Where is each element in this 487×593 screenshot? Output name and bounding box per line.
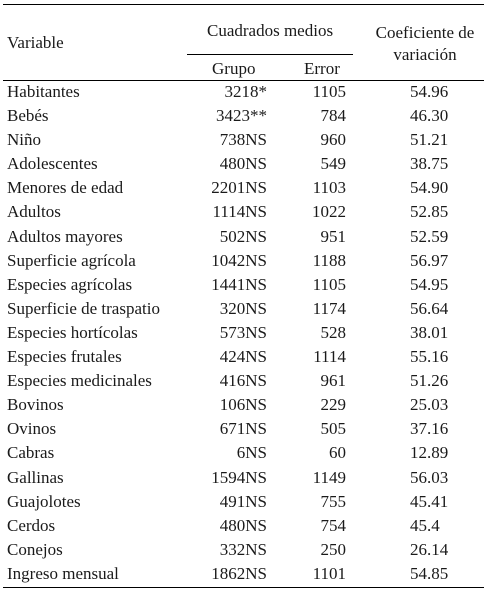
table-row — [0, 225, 487, 249]
cell-coeficiente: 51.21 — [410, 130, 449, 150]
cell-grupo: 671NS — [219, 419, 267, 439]
cell-error: 549 — [320, 154, 346, 174]
cell-grupo: 738NS — [219, 130, 267, 150]
cell-grupo: 320NS — [219, 298, 267, 318]
header-grupo: Grupo — [212, 59, 256, 78]
cell-variable: Especies agrícolas — [7, 274, 133, 294]
cell-coeficiente: 54.96 — [410, 82, 449, 101]
cell-grupo: 2201NS — [211, 178, 267, 198]
cell-coeficiente: 56.03 — [410, 467, 449, 487]
table-row — [0, 104, 487, 128]
table-row — [0, 466, 487, 490]
table-row — [0, 490, 487, 514]
cell-variable: Adultos mayores — [7, 226, 123, 246]
cell-grupo: 1594NS — [211, 467, 267, 487]
cell-variable: Cabras — [7, 443, 55, 463]
cell-coeficiente: 54.85 — [410, 563, 449, 583]
header-error: Error — [304, 59, 340, 78]
cell-variable: Especies frutales — [7, 347, 122, 367]
cell-coeficiente: 45.4 — [410, 515, 440, 535]
table-row — [0, 273, 487, 297]
cell-error: 1103 — [312, 178, 346, 198]
cell-grupo: 1114NS — [212, 202, 267, 222]
cell-error: 1105 — [312, 82, 346, 101]
cell-variable: Adultos — [7, 202, 61, 222]
cell-variable: Menores de edad — [7, 178, 124, 198]
cell-variable: Superficie agrícola — [7, 250, 136, 270]
cell-error: 528 — [320, 322, 346, 342]
cell-grupo: 1441NS — [211, 274, 267, 294]
cell-error: 1105 — [312, 274, 346, 294]
cell-coeficiente: 55.16 — [410, 347, 449, 367]
cell-variable: Bebés — [7, 106, 49, 126]
table-row — [0, 538, 487, 562]
table-body — [0, 80, 487, 586]
table-row — [0, 562, 487, 586]
cell-variable: Gallinas — [7, 467, 64, 487]
cell-grupo: 106NS — [219, 395, 267, 415]
header-span-rule — [187, 54, 353, 55]
header-variable: Variable — [7, 33, 64, 52]
cell-coeficiente: 26.14 — [410, 539, 449, 559]
cell-coeficiente: 56.97 — [410, 250, 449, 270]
cell-coeficiente: 38.01 — [410, 322, 449, 342]
table-row — [0, 514, 487, 538]
header-coeficiente-variacion: Coeficiente de variación — [375, 23, 475, 64]
cell-coeficiente: 56.64 — [410, 298, 449, 318]
cell-error: 1174 — [312, 298, 346, 318]
cell-variable: Adolescentes — [7, 154, 98, 174]
cell-grupo: 424NS — [219, 347, 267, 367]
table-row — [0, 297, 487, 321]
cell-error: 1149 — [312, 467, 346, 487]
cell-grupo: 480NS — [219, 515, 267, 535]
cell-variable: Ingreso mensual — [7, 563, 119, 583]
cell-error: 1188 — [312, 250, 346, 270]
cell-grupo: 480NS — [219, 154, 267, 174]
table-row — [0, 393, 487, 417]
cell-grupo: 416NS — [219, 371, 267, 391]
table-bottom-rule — [3, 587, 484, 588]
cell-grupo: 6NS — [236, 443, 267, 463]
cell-coeficiente: 38.75 — [410, 154, 449, 174]
cell-error: 250 — [320, 539, 346, 559]
table-row — [0, 249, 487, 273]
table-row — [0, 345, 487, 369]
table-row — [0, 80, 487, 104]
cell-variable: Habitantes — [7, 82, 80, 101]
cell-coeficiente: 54.95 — [410, 274, 449, 294]
cell-error: 1114 — [313, 347, 346, 367]
cell-coeficiente: 12.89 — [410, 443, 449, 463]
cell-coeficiente: 51.26 — [410, 371, 449, 391]
header-cuadrados-medios: Cuadrados medios — [207, 21, 334, 40]
cell-error: 1101 — [312, 563, 346, 583]
cell-error: 951 — [320, 226, 346, 246]
cell-coeficiente: 37.16 — [410, 419, 449, 439]
cell-variable: Superficie de traspatio — [7, 298, 160, 318]
cell-grupo: 332NS — [219, 539, 267, 559]
table-row — [0, 417, 487, 441]
cell-error: 60 — [329, 443, 346, 463]
table-row — [0, 200, 487, 224]
table-row — [0, 321, 487, 345]
table-row — [0, 441, 487, 465]
cell-grupo: 3423** — [216, 106, 267, 126]
cell-grupo: 491NS — [219, 491, 267, 511]
cell-variable: Especies hortícolas — [7, 322, 138, 342]
cell-variable: Conejos — [7, 539, 63, 559]
cell-error: 505 — [320, 419, 346, 439]
cell-coeficiente: 54.90 — [410, 178, 449, 198]
cell-coeficiente: 52.59 — [410, 226, 449, 246]
cell-error: 784 — [320, 106, 346, 126]
table-row — [0, 369, 487, 393]
cell-grupo: 3218* — [224, 82, 267, 101]
table-row — [0, 176, 487, 200]
cell-coeficiente: 52.85 — [410, 202, 449, 222]
cell-variable: Bovinos — [7, 395, 64, 415]
cell-error: 961 — [320, 371, 346, 391]
cell-variable: Cerdos — [7, 515, 56, 535]
cell-grupo: 1042NS — [211, 250, 267, 270]
cell-variable: Especies medicinales — [7, 371, 152, 391]
cell-variable: Guajolotes — [7, 491, 81, 511]
cell-coeficiente: 46.30 — [410, 106, 449, 126]
cell-grupo: 502NS — [219, 226, 267, 246]
cell-error: 754 — [320, 515, 346, 535]
cell-error: 960 — [320, 130, 346, 150]
cell-variable: Niño — [7, 130, 41, 150]
cell-error: 755 — [320, 491, 346, 511]
cell-error: 1022 — [312, 202, 346, 222]
cell-error: 229 — [320, 395, 346, 415]
table-row — [0, 128, 487, 152]
cell-grupo: 1862NS — [211, 563, 267, 583]
table-row — [0, 152, 487, 176]
cell-grupo: 573NS — [219, 322, 267, 342]
table-top-rule — [3, 4, 484, 5]
cell-variable: Ovinos — [7, 419, 57, 439]
cell-coeficiente: 45.41 — [410, 491, 449, 511]
cell-coeficiente: 25.03 — [410, 395, 449, 415]
